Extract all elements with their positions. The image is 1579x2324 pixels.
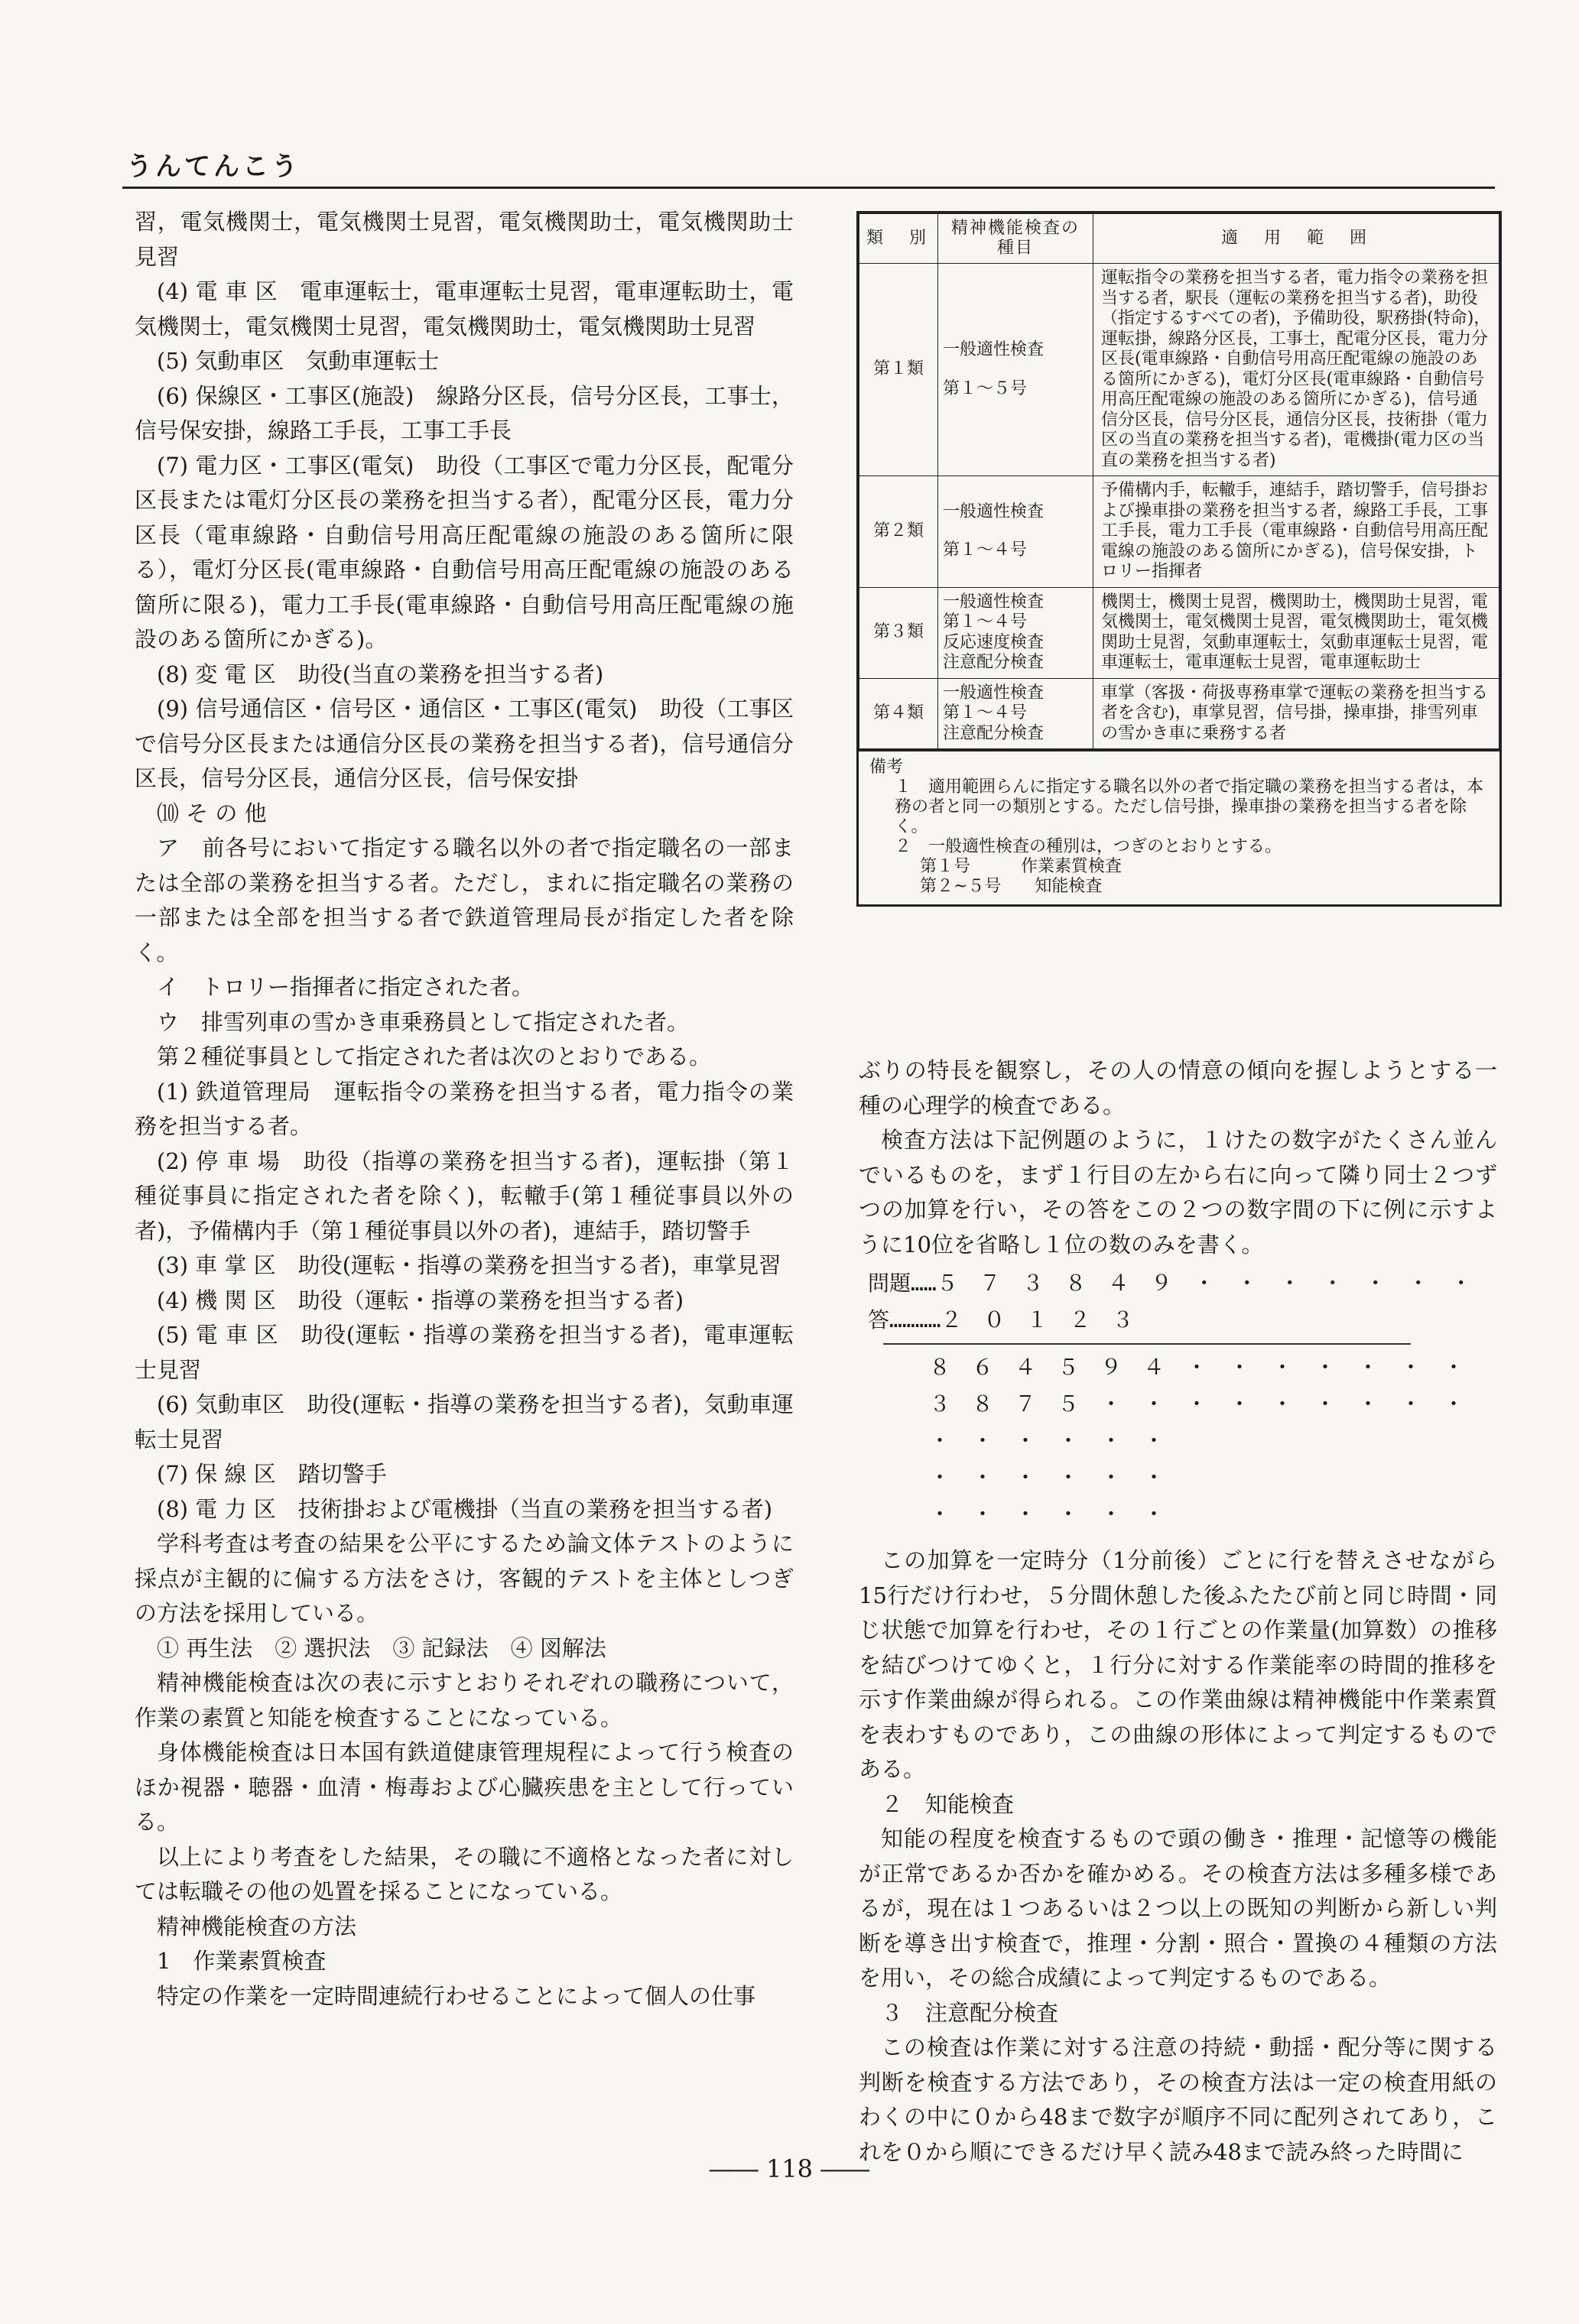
table-header-category: 類 別 [859, 214, 938, 264]
test-item: 第１～４号 [943, 703, 1028, 722]
test-item: 一般適性検査 [943, 340, 1045, 359]
example-row: ・ ・ ・ ・ ・ ・ [929, 1465, 1165, 1490]
example-divider [883, 1343, 1411, 1345]
list-item: (5) 電 車 区 助役(運転・指導の業務を担当する者)，電車運転士見習 [135, 1322, 794, 1383]
table-cell-tests [938, 678, 1093, 749]
table-header-test-type: 精神機能検査の種目 [938, 214, 1093, 264]
example-row: ・ ・ ・ ・ ・ ・ [929, 1501, 1165, 1527]
paragraph: 第２種従事員として指定された者は次のとおりである。 [157, 1044, 712, 1069]
subsection-heading: 1 作業素質検査 [157, 1948, 327, 1974]
paragraph: 学科考査は考査の結果を公平にするため論文体テストのように採点が主観的に偏する方法をさけ，客観的テストを主体としつぎの方法を採用している。 [135, 1530, 794, 1626]
paragraph: この検査は作業に対する注意の持続・動揺・配分等に関する判断を検査する方法であり，その検査方法は一定の検査用紙のわくの中に０から48まで数字が順序不同に配列されてあり，これを０から順にできるだけ早く読み48まで読み終った時間に [859, 2034, 1497, 2165]
aptitude-test-table [856, 211, 1502, 907]
section-heading: 精神機能検査の方法 [157, 1913, 357, 1939]
table-cell-category: 第１類 [859, 264, 938, 476]
test-item: 一般適性検査 [943, 592, 1045, 612]
list-item: ウ 排雪列車の雪かき車乗務員として指定された者。 [157, 1008, 690, 1035]
list-item: (2) 停 車 場 助役（指導の業務を担当する者)，運転掛（第１種従事員に指定された者を除く)，転轍手(第１種従事員以外の者)，予備構内手（第１種従事員以外の者)，連結手，踏切警手 [135, 1147, 794, 1244]
right-column [859, 1053, 1497, 2170]
list-item: (7) 保 線 区 踏切警手 [157, 1461, 387, 1487]
notes-title: 備考 [869, 758, 904, 777]
example-problem: 問題……５ ７ ３ ８ ４ ９ ・ ・ ・ ・ ・ ・ ・ [868, 1271, 1472, 1296]
note-item: 第２~５号 知能検査 [920, 877, 1103, 896]
method-list: ① 再生法 ② 選択法 ③ 記録法 ④ 図解法 [157, 1634, 606, 1661]
test-item: 一般適性検査 [943, 501, 1045, 521]
paragraph: 精神機能検査は次の表に示すとおりそれぞれの職務について，作業の素質と知能を検査することになっている。 [135, 1670, 794, 1731]
table-row [859, 476, 1499, 588]
table-notes [859, 749, 1499, 904]
example-answer: 答…………２ ０ １ ２ ３ [868, 1307, 1134, 1332]
note-item: 第１号 作業素質検査 [920, 857, 1123, 876]
list-item: (8) 変 電 区 助役(当直の業務を担当する者) [157, 661, 604, 687]
paragraph: 以上により考査をした結果，その職に不適格となった者に対しては転職その他の処置を採ることになっている。 [135, 1843, 794, 1904]
list-item: イ トロリー指揮者に指定された者。 [157, 974, 534, 1000]
list-item: (9) 信号通信区・信号区・通信区・工事区(電気) 助役（工事区で信号分区長または通信分区長の業務を担当する者)，信号通信分区長，信号分区長，通信分区長，信号保安掛 [135, 696, 794, 791]
table-header-scope: 適 用 範 囲 [1093, 214, 1499, 264]
list-item: (5) 気動車区 気動車運転士 [157, 348, 440, 374]
paragraph: 習，電気機関士，電気機関士見習，電気機関助士，電気機関助士見習 [135, 209, 794, 270]
table-cell-tests [938, 476, 1093, 588]
subsection-heading: ３ 注意配分検査 [881, 1999, 1059, 2026]
paragraph: この加算を一定時分（1分前後）ごとに行を替えさせながら15行だけ行わせ，５分間休憩した後ふたたび前と同じ時間・同じ状態で加算を行わせ，その１行ごとの作業量(加算数）の推移を結びつけてゆくと，１行分に対する作業能率の時間的推移を示す作業曲線が得られる。この作業曲線は精神機能中作業素質を表わすものであり，この曲線の形体によって判定するものである。 [859, 1547, 1497, 1782]
left-column [135, 205, 794, 2014]
table-cell-scope: 予備構内手，転轍手，連結手，踏切警手，信号掛および操車掛の業務を担当する者，線路工手長，工事工手長，電力工手長（電車線路・自動信号用高圧配電線の施設のある箇所にかぎる)，信号保安掛，トロリー指揮者 [1093, 476, 1499, 588]
paragraph: 知能の程度を検査するもので頭の働き・推理・記憶等の機能が正常であるか否かを確かめる。その検査方法は多種多様であるが，現在は１つあるいは２つ以上の既知の判断から新しい判断を導き出す検査で，推理・分割・照合・置換の４種類の方法を用い，その総合成績によって判定するものである。 [859, 1826, 1497, 1991]
test-item: 注意配分検査 [943, 653, 1045, 672]
header-rule [122, 187, 1495, 189]
table-row [859, 264, 1499, 476]
list-item: (3) 車 掌 区 助役(運転・指導の業務を担当する者)，車掌見習 [157, 1252, 781, 1278]
list-item: ア 前各号において指定する職名以外の者で指定職名の一部または全部の業務を担当する者。ただし，まれに指定職名の業務の一部または全部を担当する者で鉄道管理局長が指定した者を除く。 [135, 835, 794, 966]
table-cell-tests [938, 264, 1093, 476]
list-item: (7) 電力区・工事区(電気) 助役（工事区で電力分区長，配電分区長または電灯分区長の業務を担当する者），配電分区長，電力分区長（電車線路・自動信号用高圧配電線の施設のある箇所に限る），電灯分区長(電車線路・自動信号用高圧配電線の施設のある箇所に限る)，電力工手長(電車線路・自動信号用高圧配電線の施設のある箇所にかぎる)。 [135, 452, 794, 652]
paragraph: 身体機能検査は日本国有鉄道健康管理規程によって行う検査のほか視器・聴器・血清・梅毒および心臓疾患を主として行っている。 [135, 1739, 794, 1835]
list-item: (6) 気動車区 助役(運転・指導の業務を担当する者)，気動車運転士見習 [135, 1391, 794, 1452]
list-item: (4) 電 車 区 電車運転士，電車運転士見習，電車運転助士，電気機関士，電気機関士見習，電気機関助士，電気機関助士見習 [135, 278, 794, 339]
paragraph: 検査方法は下記例題のように，１けたの数字がたくさん並んでいるものを，まず１行目の左から右に向って隣り同士２つずつの加算を行い，その答をこの２つの数字間の下に例に示すように10位を省略し１位の数のみを書く。 [859, 1127, 1497, 1258]
list-item: (4) 機 関 区 助役（運転・指導の業務を担当する者) [157, 1287, 684, 1313]
table-cell-tests [938, 587, 1093, 678]
example-row: ３ ８ ７ ５ ・ ・ ・ ・ ・ ・ ・ ・ ・ [929, 1391, 1465, 1417]
table-cell-scope: 車掌（客扱・荷扱専務車掌で運転の業務を担当する者を含む)，車掌見習，信号掛，操車掛，排雪列車の雪かき車に乗務する者 [1093, 678, 1499, 749]
test-item: 注意配分検査 [943, 723, 1045, 743]
list-item: (6) 保線区・工事区(施設) 線路分区長，信号分区長，工事士，信号保安掛，線路工手長，工事工手長 [135, 382, 794, 443]
test-item: 反応速度検査 [943, 632, 1045, 652]
list-item: (1) 鉄道管理局 運転指令の業務を担当する者，電力指令の業務を担当する者。 [135, 1078, 794, 1139]
list-item: (8) 電 力 区 技術掛および電機掛（当直の業務を担当する者) [157, 1495, 773, 1522]
page-header-title: うんてんこう [126, 151, 301, 182]
list-item: ⑽ そ の 他 [157, 800, 267, 826]
subsection-heading: ２ 知能検査 [881, 1790, 1015, 1817]
table-cell-category: 第３類 [859, 587, 938, 678]
table-cell-scope: 機関士，機関士見習，機関助士，機関助士見習，電気機関士，電気機関士見習，電気機関助士，電気機関助士見習，気動車運転士，気動車運転士見習，電車運転士，電車運転士見習，電車運転助士 [1093, 587, 1499, 678]
note-item: １ 適用範囲らんに指定する職名以外の者で指定職の業務を担当する者は，本務の者と同一の類別とする。ただし信号掛，操車掛の業務を担当する者を除く。 [895, 777, 1484, 836]
example-row: ８ ６ ４ ５ ９ ４ ・ ・ ・ ・ ・ ・ ・ [929, 1355, 1465, 1380]
paragraph: ぶりの特長を観察し，その人の情意の傾向を握しようとする一種の心理学的検査である。 [859, 1057, 1497, 1118]
table-row [859, 678, 1499, 749]
addition-example [868, 1265, 1497, 1533]
test-item: 一般適性検査 [943, 683, 1045, 703]
example-row: ・ ・ ・ ・ ・ ・ [929, 1428, 1165, 1453]
table-cell-category: 第２類 [859, 476, 938, 588]
table-cell-scope: 運転指令の業務を担当する者，電力指令の業務を担当する者，駅長（運転の業務を担当する者)，助役（指定するすべての者)，予備助役，駅務掛(特命)，運転掛，線路分区長，工事士，配電分区長，電力分区長(電車線路・自動信号用高圧配電線の施設のある箇所にかぎる)，電灯分区長(電車線路・自動信号用高圧配電線の施設のある箇所にかぎる)，信号通信分区長，信号分区長，通信分区長，技術掛（電力区の当直の業務を担当する者)，電機掛(電力区の当直の業務を担当する者) [1093, 264, 1499, 476]
paragraph: 特定の作業を一定時間連続行わせることによって個人の仕事 [157, 1982, 756, 2009]
test-item: 第１～５号 [943, 378, 1028, 398]
test-item: 第１～４号 [943, 612, 1028, 631]
note-item: ２ 一般適性検査の種別は，つぎのとおりとする。 [895, 837, 1282, 856]
table-row [859, 587, 1499, 678]
test-item: 第１～４号 [943, 540, 1028, 560]
page-number: ―― 118 ―― [709, 2154, 870, 2183]
table-cell-category: 第４類 [859, 678, 938, 749]
